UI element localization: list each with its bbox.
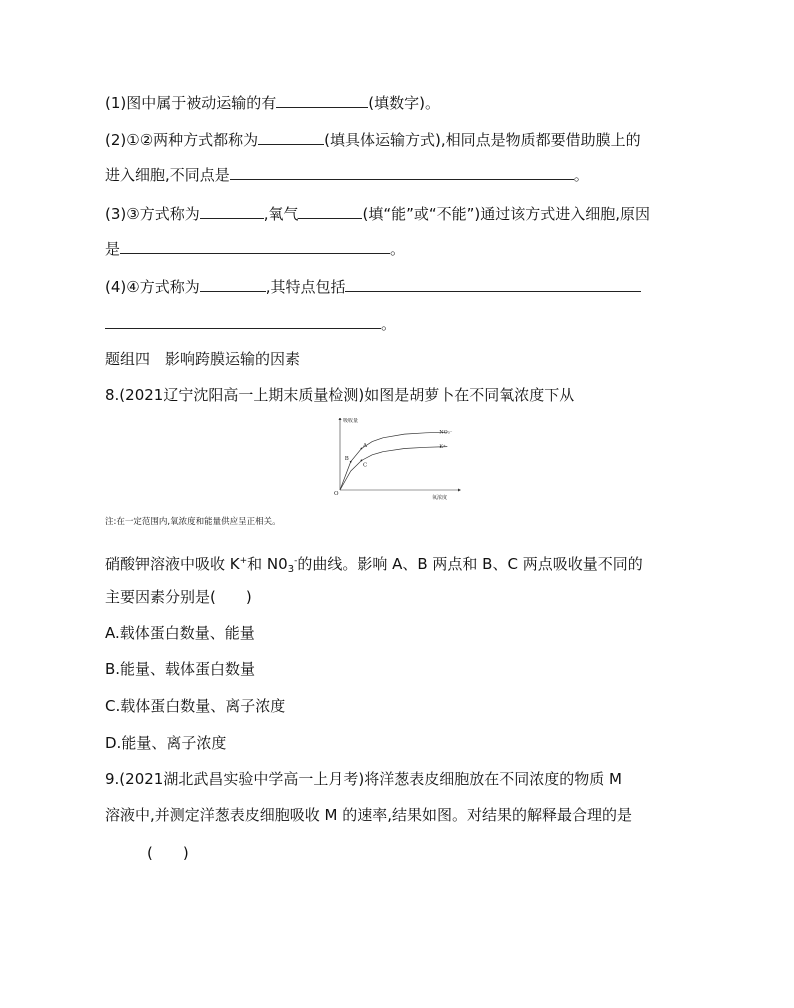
q8-stem-rest: 的曲线。影响 A、B 两点和 B、C 两点吸收量不同的 [297, 555, 643, 573]
q7-part3-line2 [105, 237, 405, 260]
q7-p1-post: (填数字)。 [368, 94, 440, 112]
q7-part3-line1 [105, 202, 650, 225]
q8-k-charge: + [239, 556, 248, 566]
q7-p2-mid: (填具体运输方式),相同点是物质都要借助膜上的 [324, 131, 641, 149]
q8-no-charge: - [294, 556, 298, 566]
q7-p3-blank1[interactable] [200, 202, 264, 219]
q8-k-text: 硝酸钾溶液中吸收 K [105, 555, 240, 573]
q8-note: 注:在一定范围内,氧浓度和能量供应呈正相关。 [105, 517, 281, 527]
x-axis-label: 氧浓度 [432, 495, 448, 501]
q7-p3-mid2: (填“能”或“不能”)通过该方式进入细胞,原因 [362, 205, 651, 223]
q8-no-subscript: 3 [287, 564, 295, 575]
q7-p4-blank3[interactable] [105, 312, 381, 329]
y-axis-arrow [339, 418, 342, 420]
q7-p4-mid: ,其特点包括 [265, 278, 346, 296]
series-label-1: K⁺ [439, 444, 446, 451]
series-label-0: NO₃⁻ [439, 429, 453, 436]
q7-p2-blank1[interactable] [258, 128, 324, 145]
q9-stem-line2: 溶液中,并测定洋葱表皮细胞吸收 M 的速率,结果如图。对结果的解释最合理的是 [105, 806, 633, 824]
uptake-chart [322, 418, 464, 504]
q8-stem-line1: 8.(2021辽宁沈阳高一上期末质量检测)如图是胡萝卜在不同氧浓度下从 [105, 386, 575, 404]
q7-p3-line2-text: 是 [105, 240, 121, 258]
q8-option-b[interactable]: B.能量、载体蛋白数量 [105, 660, 256, 678]
q8-stem-line3: 主要因素分别是( ) [105, 588, 252, 606]
q7-p3-blank2[interactable] [298, 202, 362, 219]
point-B [350, 461, 352, 463]
point-label-A: A [362, 443, 367, 450]
q7-part2-line1 [105, 128, 641, 151]
q7-p3-line2-post: 。 [390, 240, 406, 258]
q7-p3-text: (3)③方式称为 [105, 205, 200, 223]
q9-answer-bracket[interactable]: ( ) [147, 844, 189, 862]
q7-p3-mid1: ,氧气 [263, 205, 299, 223]
point-label-B: B [344, 456, 349, 463]
q8-option-c[interactable]: C.载体蛋白数量、离子浓度 [105, 697, 286, 715]
q8-no-text: 和 N0 [247, 555, 288, 573]
x-axis-arrow [458, 489, 461, 492]
q7-part2-line2 [105, 163, 589, 186]
q7-part4-line2 [105, 312, 396, 335]
q7-p3-blank3[interactable] [120, 237, 390, 254]
q8-stem-line2 [105, 550, 643, 581]
y-axis-label: 吸收量 [343, 418, 359, 424]
series-line-0 [340, 432, 447, 490]
q7-p2-line2-post: 。 [573, 166, 589, 184]
q7-p1-blank[interactable] [276, 91, 368, 108]
point-label-C: C [362, 462, 368, 469]
point-C [361, 460, 363, 462]
q7-p4-text: (4)④方式称为 [105, 278, 200, 296]
origin-label: O [334, 491, 339, 497]
q7-part4-line1 [105, 275, 641, 298]
q8-option-a[interactable]: A.载体蛋白数量、能量 [105, 624, 255, 642]
q7-p2-blank2[interactable] [230, 163, 574, 180]
q9-stem-line1: 9.(2021湖北武昌实验中学高一上月考)将洋葱表皮细胞放在不同浓度的物质 M [105, 770, 622, 788]
q7-p2-text: (2)①②两种方式都称为 [105, 131, 259, 149]
q7-p4-blank2[interactable] [345, 275, 641, 292]
q8-option-d[interactable]: D.能量、离子浓度 [105, 734, 227, 752]
q7-p1-text: (1)图中属于被动运输的有 [105, 94, 277, 112]
group4-title: 题组四 影响跨膜运输的因素 [105, 350, 301, 368]
series-line-1 [340, 447, 447, 490]
q7-p4-blank1[interactable] [200, 275, 266, 292]
q7-part1 [105, 91, 440, 114]
q7-p4-line2-post: 。 [381, 315, 397, 333]
q7-p2-line2-text: 进入细胞,不同点是 [105, 166, 230, 184]
